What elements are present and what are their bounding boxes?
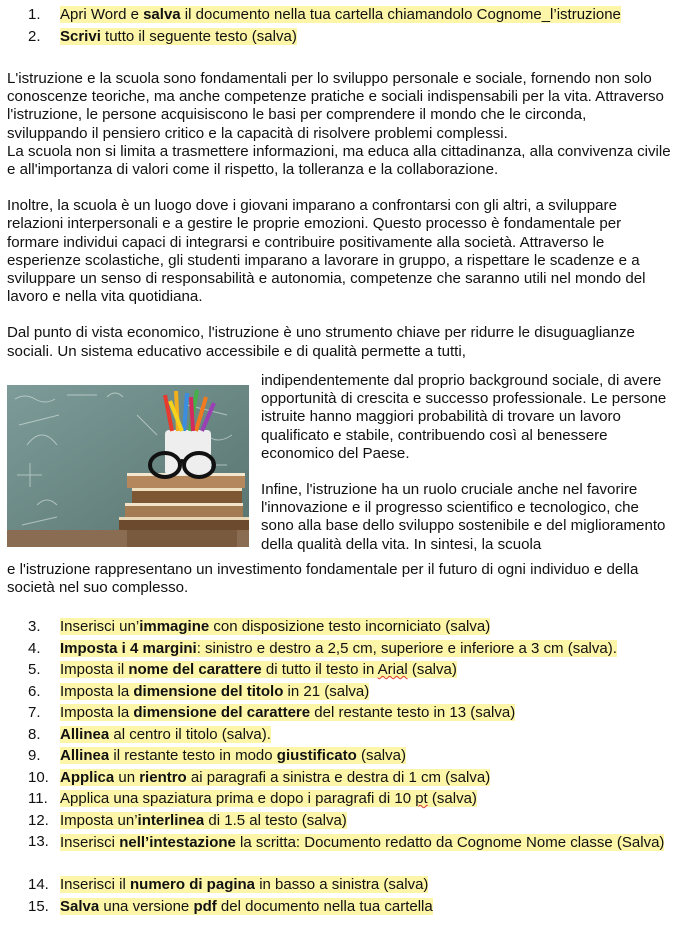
bold-text: Imposta i 4 margini [60,639,197,657]
list-item-text [60,897,433,917]
text-run: la scritta: Documento redatto da Cognome Nome classe (Salva) [235,834,665,851]
list-item-number: 13. [28,833,49,850]
list-item [0,682,683,704]
text-run: Imposta la [60,682,134,700]
list-item [0,746,683,768]
list-item-text [60,660,457,680]
list-item [0,639,683,661]
list-item-text [60,832,672,853]
text-run: al centro il titolo (salva). [109,725,271,743]
text-run: del documento nella tua cartella [216,897,433,915]
list-item [0,617,683,639]
bold-text: dimensione del titolo [133,682,284,700]
text-run: ai paragrafi a sinistra e destra di 1 cm (salva) [186,768,491,786]
list-item-text [60,875,428,895]
list-item-text [60,639,617,659]
instruction-list-bottom [0,617,683,918]
list-item-text [60,682,369,702]
list-item-number: 14. [28,876,49,893]
bold-text: numero di pagina [130,876,256,893]
text-run: in basso a sinistra (salva) [255,876,429,893]
list-item-text [60,703,515,723]
bold-text: pdf [193,897,217,915]
paragraph-5-cont: e l'istruzione rappresentano un investimento fondamentale per il futuro di ogni individuo e della società nel suo complesso. [7,561,639,597]
bold-text: Salva [60,897,100,915]
list-item-number: 12. [28,811,49,829]
list-item [0,703,683,725]
text-run: pt [415,790,428,807]
list-item [0,897,683,919]
list-item [0,832,683,875]
paragraph-4: Dal punto di vista economico, l'istruzione è uno strumento chiave per ridurre le disuguaglianze sociali. Un sistema educativo accessibile e di qualità permette a tutti, [7,324,635,360]
list-item-number: 15. [28,897,49,915]
text-run: di 1.5 al testo (salva) [204,811,347,829]
list-item-number: 9. [28,747,41,764]
document-body [7,70,671,361]
books-glasses-pencils-image[interactable] [7,385,249,547]
bold-text: salva [143,6,181,23]
text-run: in 21 (salva) [283,682,370,700]
bold-text: dimensione del carattere [133,704,311,721]
text-run: Apri Word e [60,6,144,23]
list-item-number: 2. [28,27,41,45]
paragraph-4-cont: indipendentemente dal proprio background sociale, di avere opportunità di crescita e successo professionale. Le persone istruite hanno maggiori probabilità di trovare un lavoro qualificato e stabile, contribuendo così al benessere economico del Paese. [261,372,667,462]
list-item-number: 4. [28,639,41,657]
text-run: il documento nella tua cartella chiamandolo Cognome_l’istruzione [180,6,621,23]
list-item-text [60,5,621,25]
list-item-number: 5. [28,661,41,678]
wrapped-paragraph [261,372,673,554]
text-run: del restante testo in 13 (salva) [310,704,516,721]
instruction-list-top [0,5,683,48]
document-body-end [7,561,671,597]
list-item [0,768,683,790]
paragraph-3: Inoltre, la scuola è un luogo dove i giovani imparano a confrontarsi con gli altri, a sviluppare relazioni interpersonali e a gestire le proprie emozioni. Questo processo è fondamentale per formare individui capaci di integrarsi e contribuire positivamente alla società. Attraverso le esperienze scolastiche, gli studenti imparano a lavorare in gruppo, a rispettare le scadenze e a sviluppare un senso di responsabilità e autonomia, competenze che saranno utili nel mondo del lavoro e nella vita quotidiana. [7,197,646,306]
paragraph-2: La scuola non si limita a trasmettere informazioni, ma educa alla cittadinanza, alla convivenza civile e all'importanza di valori come il rispetto, la tolleranza e la collaborazione. [7,142,671,179]
bold-text: Scrivi [60,27,101,45]
list-item-number: 6. [28,682,41,700]
bold-text: interlinea [137,811,205,829]
text-run: Inserisci il [60,876,131,893]
list-item [0,875,683,897]
bold-text: nell’intestazione [119,834,236,851]
text-run: Inserisci un’ [60,618,140,635]
bold-text: rientro [139,768,187,786]
bold-text: nome del carattere [128,661,262,678]
list-item-number: 11. [28,790,48,807]
paragraph-5: Infine, l'istruzione ha un ruolo cruciale anche nel favorire l'innovazione e il progresso scientifico e tecnologico, che sono alla base dello sviluppo sostenibile e del miglioramento della qualità della vita. In sintesi, la scuola [261,481,666,553]
list-item-number: 7. [28,704,41,721]
bold-text: immagine [139,618,210,635]
text-run: Applica una spaziatura prima e dopo i paragrafi di 10 [60,790,416,807]
list-item-number: 3. [28,618,41,635]
text-run: (salva) [356,747,406,764]
text-run: Inserisci [60,834,120,851]
list-item [0,725,683,747]
list-item-text [60,811,347,831]
text-run: con disposizione testo incorniciato (salva) [209,618,491,635]
list-item [0,27,683,49]
text-run: di tutto il testo in [261,661,378,678]
list-item-number: 1. [28,6,41,23]
text-run: Imposta un’ [60,811,138,829]
list-item-text [60,617,490,637]
list-item [0,660,683,682]
list-item [0,811,683,833]
list-item-text [60,725,271,745]
text-run: una versione [99,897,194,915]
list-item-text [60,746,406,766]
bold-text: Applica [60,768,115,786]
bold-text: giustificato [276,747,357,764]
text-run: : sinistro e destro a 2,5 cm, superiore e inferiore a 3 cm (salva). [196,639,617,657]
paragraph-1: L'istruzione e la scuola sono fondamentali per lo sviluppo personale e sociale, fornendo non solo conoscenze teoriche, ma anche competenze pratiche e sociali indispensabili per la vita. Attraverso l'istruzione, le persone acquisiscono le basi per comprendere il mondo che le circonda, sviluppando il pensiero critico e la capacità di risolvere problemi complessi. [7,70,664,142]
text-run: Imposta il [60,661,129,678]
bold-text: Allinea [60,747,110,764]
text-run: tutto il seguente testo (salva) [100,27,297,45]
text-run: (salva) [407,661,457,678]
text-run: il restante testo in modo [109,747,277,764]
text-run: Arial [377,661,408,678]
list-item-number: 8. [28,725,41,743]
text-run: un [114,768,140,786]
bold-text: Allinea [60,725,110,743]
text-run: (salva) [427,790,477,807]
list-item-text [60,789,477,809]
list-item [0,789,683,811]
list-item-text [60,27,297,47]
list-item-text [60,768,490,788]
text-run: Imposta la [60,704,134,721]
list-item-number: 10. [28,768,49,786]
list-item [0,5,683,27]
